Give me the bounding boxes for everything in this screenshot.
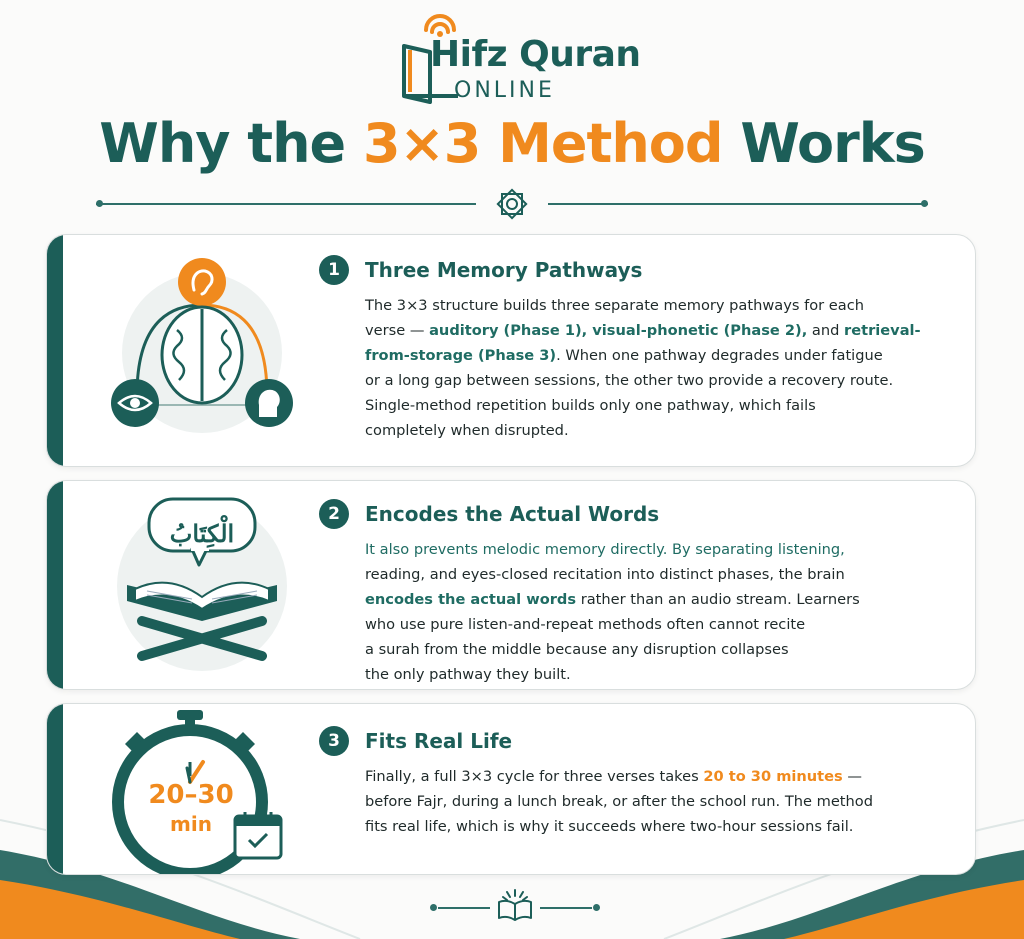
card-3-title: Fits Real Life	[365, 729, 513, 753]
footer-line-left	[438, 907, 490, 909]
body-text: The 3×3 structure builds three separate memory pathways for each	[365, 297, 864, 314]
card-2-body	[365, 537, 955, 687]
brand-name: Hifz Quran	[430, 34, 641, 75]
body-line	[365, 789, 955, 814]
card-2-header	[319, 499, 659, 529]
body-line	[365, 418, 955, 443]
body-text: verse —	[365, 322, 430, 339]
body-text: Finally, a full 3×3 cycle for three verses takes	[365, 768, 704, 785]
body-highlight: encodes the actual words	[365, 591, 577, 608]
footer-ornament	[430, 884, 600, 924]
head-icon	[245, 379, 293, 427]
card-memory-pathways	[46, 234, 976, 467]
title-part-1: Why the	[99, 112, 346, 175]
star-ornament-icon	[494, 186, 530, 222]
ear-icon	[178, 258, 226, 306]
body-highlight: It also prevents melodic memory directly. By separating listening,	[365, 541, 845, 558]
body-text: Single-method repetition builds only one pathway, which fails	[365, 397, 816, 414]
timer-unit: min	[170, 812, 212, 836]
page-title	[0, 112, 1024, 175]
card-1-body	[365, 293, 955, 443]
body-text: completely when disrupted.	[365, 422, 569, 439]
open-book-icon	[496, 888, 534, 922]
body-text: . When one pathway degrades under fatigue	[556, 347, 883, 364]
body-line	[365, 612, 955, 637]
body-text: fits real life, which is why it succeeds where two-hour sessions fail.	[365, 818, 854, 835]
card-1-header	[319, 255, 642, 285]
divider-line-right	[548, 203, 928, 205]
body-line	[365, 587, 955, 612]
body-line	[365, 393, 955, 418]
brand-subtitle: ONLINE	[454, 78, 555, 103]
body-text: a surah from the middle because any disruption collapses	[365, 641, 789, 658]
brain-icon	[162, 307, 242, 403]
body-text: —	[842, 768, 862, 785]
body-line	[365, 537, 955, 562]
body-highlight: auditory (Phase 1), visual-phonetic (Phase 2),	[429, 322, 808, 339]
quran-illustration	[87, 481, 317, 690]
step-number-badge: 2	[319, 499, 349, 529]
card-3-header	[319, 726, 512, 756]
body-text: and	[807, 322, 845, 339]
step-number-badge: 1	[319, 255, 349, 285]
title-part-2: Works	[740, 112, 925, 175]
step-number-badge: 3	[319, 726, 349, 756]
body-text: who use pure listen-and-repeat methods often cannot recite	[365, 616, 806, 633]
title-divider	[96, 186, 928, 222]
divider-line-left	[96, 203, 476, 205]
body-line	[365, 293, 955, 318]
body-line	[365, 764, 955, 789]
footer-dot	[430, 904, 437, 911]
title-accent: 3×3 Method	[362, 112, 723, 175]
footer-line-right	[540, 907, 592, 909]
card-3-body	[365, 764, 955, 839]
body-text: or a long gap between sessions, the other two provide a recovery route.	[365, 372, 894, 389]
footer-dot	[593, 904, 600, 911]
body-text: reading, and eyes-closed recitation into distinct phases, the brain	[365, 566, 845, 583]
timer-value: 20–30	[148, 780, 234, 810]
card-encodes-words	[46, 480, 976, 690]
body-line	[365, 637, 955, 662]
body-line	[365, 562, 955, 587]
card-2-title: Encodes the Actual Words	[365, 502, 660, 526]
brand-logo	[400, 10, 641, 103]
divider-dot	[921, 200, 928, 207]
body-line	[365, 368, 955, 393]
body-line	[365, 343, 955, 368]
body-text: rather than an audio stream. Learners	[576, 591, 860, 608]
body-highlight: 20 to 30 minutes	[703, 768, 843, 785]
card-fits-real-life	[46, 703, 976, 875]
card-1-title: Three Memory Pathways	[365, 258, 643, 282]
body-line	[365, 662, 955, 687]
eye-icon	[111, 379, 159, 427]
body-line	[365, 318, 955, 343]
body-line	[365, 814, 955, 839]
body-highlight: from-storage (Phase 3)	[365, 347, 557, 364]
body-text: before Fajr, during a lunch break, or after the school run. The method	[365, 793, 873, 810]
body-text: the only pathway they built.	[365, 666, 571, 683]
body-highlight: retrieval-	[844, 322, 921, 339]
speech-bubble-text: الْكِتَابُ	[169, 519, 235, 548]
memory-pathways-illustration	[87, 235, 317, 467]
